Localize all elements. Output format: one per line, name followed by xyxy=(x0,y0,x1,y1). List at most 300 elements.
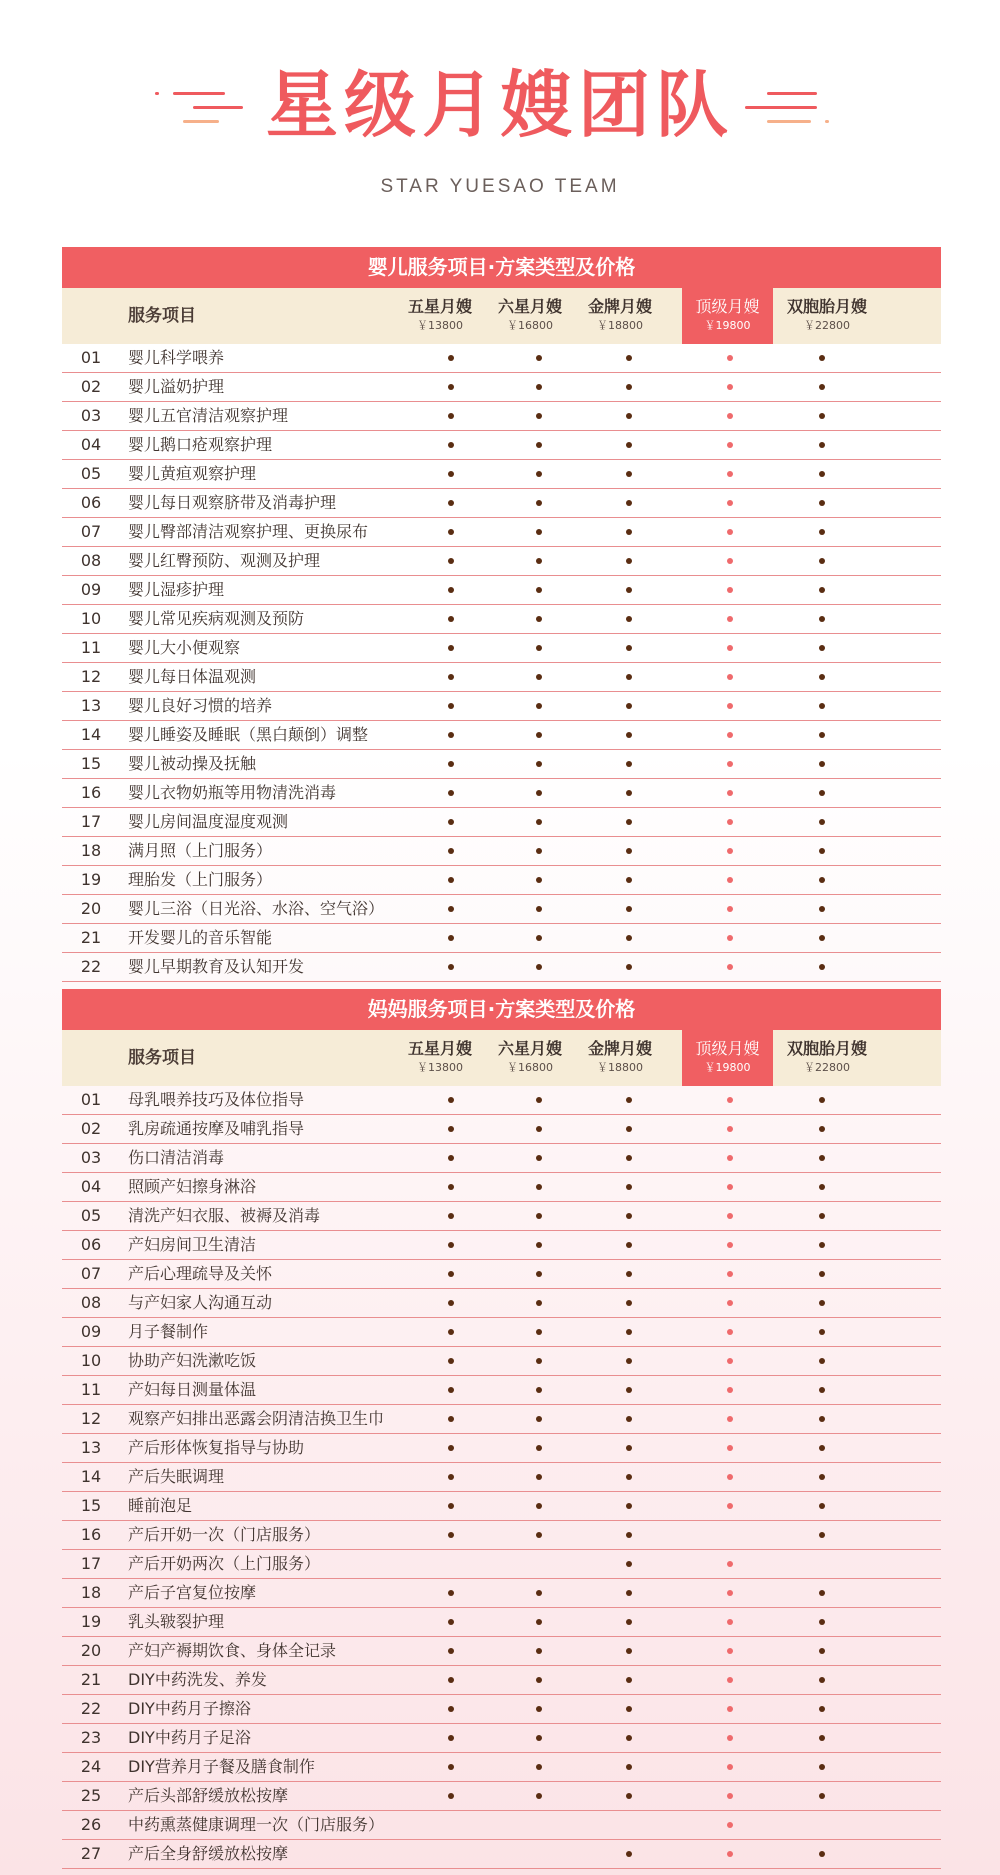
included-dot xyxy=(448,587,454,593)
included-dot xyxy=(448,1387,454,1393)
service-label: 照顾产妇擦身淋浴 xyxy=(128,1177,257,1196)
included-dot xyxy=(626,1851,632,1857)
included-dot xyxy=(448,1126,454,1132)
included-dot xyxy=(727,1358,733,1364)
included-dot xyxy=(727,1416,733,1422)
included-dot xyxy=(727,1793,733,1799)
service-label: 睡前泡足 xyxy=(128,1496,193,1515)
plan-price: ￥22800 xyxy=(804,1061,850,1074)
included-dot xyxy=(727,906,733,912)
included-dot xyxy=(536,1677,542,1683)
included-dot xyxy=(727,1590,733,1596)
included-dot xyxy=(819,616,825,622)
included-dot xyxy=(536,1184,542,1190)
row-number: 13 xyxy=(80,1438,102,1457)
baby-services-table xyxy=(62,247,941,982)
table-row xyxy=(62,576,941,605)
included-dot xyxy=(727,1764,733,1770)
included-dot xyxy=(626,703,632,709)
included-dot xyxy=(536,529,542,535)
included-dot xyxy=(819,1706,825,1712)
service-label: 婴儿睡姿及睡眠（黑白颠倒）调整 xyxy=(128,725,369,744)
included-dot xyxy=(727,1474,733,1480)
included-dot xyxy=(448,413,454,419)
included-dot xyxy=(727,529,733,535)
plan-name: 六星月嫂 xyxy=(497,1039,562,1058)
included-dot xyxy=(727,790,733,796)
included-dot xyxy=(626,384,632,390)
included-dot xyxy=(819,790,825,796)
included-dot xyxy=(536,500,542,506)
row-number: 04 xyxy=(80,1177,102,1196)
row-number: 23 xyxy=(80,1728,102,1747)
included-dot xyxy=(536,761,542,767)
service-label: 产后开奶一次（门店服务） xyxy=(128,1525,321,1544)
row-number: 08 xyxy=(80,1293,102,1312)
included-dot xyxy=(536,1532,542,1538)
included-dot xyxy=(819,819,825,825)
included-dot xyxy=(448,964,454,970)
included-dot xyxy=(819,1764,825,1770)
table-row xyxy=(62,1840,941,1869)
included-dot xyxy=(536,674,542,680)
included-dot xyxy=(819,877,825,883)
service-label: 婴儿常见疾病观测及预防 xyxy=(128,609,305,628)
service-label: 与产妇家人沟通互动 xyxy=(128,1293,273,1312)
included-dot xyxy=(727,1561,733,1567)
service-label: 伤口清洁消毒 xyxy=(128,1148,225,1167)
included-dot xyxy=(448,1706,454,1712)
plan-price: ￥18800 xyxy=(597,319,643,332)
row-number: 26 xyxy=(80,1815,102,1834)
included-dot xyxy=(727,384,733,390)
included-dot xyxy=(626,1329,632,1335)
included-dot xyxy=(727,442,733,448)
included-dot xyxy=(536,616,542,622)
included-dot xyxy=(727,1677,733,1683)
included-dot xyxy=(727,1271,733,1277)
service-label: 婴儿每日体温观测 xyxy=(128,667,257,686)
included-dot xyxy=(448,1329,454,1335)
included-dot xyxy=(536,442,542,448)
included-dot xyxy=(536,645,542,651)
included-dot xyxy=(727,703,733,709)
included-dot xyxy=(448,1242,454,1248)
included-dot xyxy=(536,819,542,825)
table-row xyxy=(62,1115,941,1144)
table-row xyxy=(62,1144,941,1173)
service-label: DIY中药月子擦浴 xyxy=(128,1699,251,1718)
included-dot xyxy=(626,1445,632,1451)
included-dot xyxy=(727,877,733,883)
service-label: 母乳喂养技巧及体位指导 xyxy=(128,1090,305,1109)
included-dot xyxy=(727,645,733,651)
included-dot xyxy=(536,1474,542,1480)
table-row xyxy=(62,431,941,460)
row-number: 11 xyxy=(80,638,102,657)
included-dot xyxy=(819,761,825,767)
included-dot xyxy=(819,964,825,970)
included-dot xyxy=(448,1619,454,1625)
included-dot xyxy=(626,674,632,680)
included-dot xyxy=(626,442,632,448)
service-label: 产后子宫复位按摩 xyxy=(128,1583,257,1602)
included-dot xyxy=(448,616,454,622)
row-number: 21 xyxy=(80,1670,102,1689)
service-label: 婴儿房间温度湿度观测 xyxy=(128,812,289,831)
included-dot xyxy=(819,1416,825,1422)
service-label: 婴儿科学喂养 xyxy=(128,348,225,367)
plan-name: 五星月嫂 xyxy=(407,1039,472,1058)
included-dot xyxy=(536,1503,542,1509)
included-dot xyxy=(727,616,733,622)
included-dot xyxy=(448,761,454,767)
included-dot xyxy=(448,674,454,680)
included-dot xyxy=(819,558,825,564)
service-label: 产妇产褥期饮食、身体全记录 xyxy=(128,1641,337,1660)
page-header xyxy=(0,0,1000,245)
plan-name: 金牌月嫂 xyxy=(587,297,652,316)
table-row xyxy=(62,895,941,924)
included-dot xyxy=(626,935,632,941)
service-label: 产妇每日测量体温 xyxy=(128,1380,257,1399)
table-row xyxy=(62,866,941,895)
row-number: 13 xyxy=(80,696,102,715)
included-dot xyxy=(626,413,632,419)
row-number: 09 xyxy=(80,1322,102,1341)
included-dot xyxy=(819,1793,825,1799)
service-label: DIY营养月子餐及膳食制作 xyxy=(128,1757,315,1776)
included-dot xyxy=(626,645,632,651)
included-dot xyxy=(448,1358,454,1364)
table-row xyxy=(62,779,941,808)
included-dot xyxy=(727,1735,733,1741)
included-dot xyxy=(448,500,454,506)
plan-name: 五星月嫂 xyxy=(407,297,472,316)
included-dot xyxy=(819,1329,825,1335)
included-dot xyxy=(448,355,454,361)
included-dot xyxy=(727,732,733,738)
table-row xyxy=(62,692,941,721)
included-dot xyxy=(536,1387,542,1393)
row-number: 09 xyxy=(80,580,102,599)
included-dot xyxy=(536,1126,542,1132)
table-row xyxy=(62,1347,941,1376)
service-column-header: 服务项目 xyxy=(128,306,196,326)
included-dot xyxy=(819,1213,825,1219)
table-row xyxy=(62,721,941,750)
service-label: 婴儿溢奶护理 xyxy=(128,377,225,396)
plan-price: ￥19800 xyxy=(704,1061,751,1074)
included-dot xyxy=(626,529,632,535)
included-dot xyxy=(536,587,542,593)
row-number: 06 xyxy=(80,1235,102,1254)
included-dot xyxy=(536,413,542,419)
included-dot xyxy=(727,1242,733,1248)
included-dot xyxy=(819,906,825,912)
included-dot xyxy=(448,529,454,535)
plan-price: ￥16800 xyxy=(507,319,553,332)
plan-name: 顶级月嫂 xyxy=(695,1039,760,1058)
included-dot xyxy=(727,848,733,854)
row-number: 01 xyxy=(80,1090,102,1109)
included-dot xyxy=(448,1271,454,1277)
table-row xyxy=(62,1376,941,1405)
plan-price: ￥22800 xyxy=(804,319,850,332)
table-row xyxy=(62,1666,941,1695)
row-number: 14 xyxy=(80,725,102,744)
included-dot xyxy=(536,1648,542,1654)
table-row xyxy=(62,953,941,982)
included-dot xyxy=(727,1706,733,1712)
included-dot xyxy=(536,703,542,709)
row-number: 20 xyxy=(80,1641,102,1660)
included-dot xyxy=(536,1300,542,1306)
table-row xyxy=(62,605,941,634)
included-dot xyxy=(626,558,632,564)
table-row xyxy=(62,1782,941,1811)
included-dot xyxy=(819,1445,825,1451)
included-dot xyxy=(727,819,733,825)
table-row xyxy=(62,924,941,953)
service-label: 婴儿被动操及抚触 xyxy=(128,754,257,773)
row-number: 01 xyxy=(80,348,102,367)
included-dot xyxy=(536,1445,542,1451)
included-dot xyxy=(536,1097,542,1103)
plan-name: 顶级月嫂 xyxy=(695,297,760,316)
service-label: 婴儿衣物奶瓶等用物清洗消毒 xyxy=(128,783,337,802)
included-dot xyxy=(727,1329,733,1335)
service-label: DIY中药月子足浴 xyxy=(128,1728,251,1747)
included-dot xyxy=(727,587,733,593)
page-title: 星级月嫂团队 xyxy=(265,62,734,147)
row-number: 11 xyxy=(80,1380,102,1399)
included-dot xyxy=(536,1706,542,1712)
service-label: 婴儿黄疸观察护理 xyxy=(128,464,257,483)
row-number: 07 xyxy=(80,1264,102,1283)
plan-price: ￥19800 xyxy=(704,319,751,332)
service-label: 开发婴儿的音乐智能 xyxy=(128,928,273,947)
service-label: DIY中药洗发、养发 xyxy=(128,1670,267,1689)
included-dot xyxy=(819,674,825,680)
included-dot xyxy=(448,1735,454,1741)
included-dot xyxy=(727,1445,733,1451)
included-dot xyxy=(626,1735,632,1741)
table-row xyxy=(62,1521,941,1550)
table-row xyxy=(62,1463,941,1492)
included-dot xyxy=(626,819,632,825)
table-row xyxy=(62,1695,941,1724)
included-dot xyxy=(626,1561,632,1567)
row-number: 04 xyxy=(80,435,102,454)
included-dot xyxy=(536,732,542,738)
service-label: 理胎发（上门服务） xyxy=(128,870,273,889)
row-number: 14 xyxy=(80,1467,102,1486)
included-dot xyxy=(626,355,632,361)
included-dot xyxy=(819,645,825,651)
row-number: 03 xyxy=(80,1148,102,1167)
service-label: 月子餐制作 xyxy=(128,1322,209,1341)
included-dot xyxy=(626,1271,632,1277)
table-row xyxy=(62,1289,941,1318)
included-dot xyxy=(727,1822,733,1828)
row-number: 25 xyxy=(80,1786,102,1805)
included-dot xyxy=(626,1300,632,1306)
included-dot xyxy=(448,1213,454,1219)
row-number: 16 xyxy=(80,783,102,802)
included-dot xyxy=(536,355,542,361)
included-dot xyxy=(626,1184,632,1190)
row-number: 15 xyxy=(80,1496,102,1515)
included-dot xyxy=(536,471,542,477)
row-number: 22 xyxy=(80,957,102,976)
service-label: 产后开奶两次（上门服务） xyxy=(128,1554,321,1573)
included-dot xyxy=(448,1416,454,1422)
included-dot xyxy=(819,1155,825,1161)
table-row xyxy=(62,344,941,373)
included-dot xyxy=(626,587,632,593)
row-number: 02 xyxy=(80,377,102,396)
included-dot xyxy=(448,384,454,390)
included-dot xyxy=(819,384,825,390)
table-row xyxy=(62,1434,941,1463)
service-label: 婴儿湿疹护理 xyxy=(128,580,225,599)
column-header xyxy=(62,288,941,344)
table-row xyxy=(62,1492,941,1521)
included-dot xyxy=(819,442,825,448)
table-row xyxy=(62,489,941,518)
included-dot xyxy=(448,1503,454,1509)
included-dot xyxy=(727,1387,733,1393)
included-dot xyxy=(536,1155,542,1161)
included-dot xyxy=(448,645,454,651)
included-dot xyxy=(626,1793,632,1799)
included-dot xyxy=(536,790,542,796)
row-number: 18 xyxy=(80,1583,102,1602)
included-dot xyxy=(626,1677,632,1683)
included-dot xyxy=(819,1503,825,1509)
included-dot xyxy=(448,1097,454,1103)
row-number: 02 xyxy=(80,1119,102,1138)
included-dot xyxy=(626,1503,632,1509)
included-dot xyxy=(819,1532,825,1538)
row-number: 08 xyxy=(80,551,102,570)
plan-price: ￥13800 xyxy=(417,1061,463,1074)
included-dot xyxy=(819,1648,825,1654)
row-number: 03 xyxy=(80,406,102,425)
included-dot xyxy=(819,1242,825,1248)
included-dot xyxy=(727,964,733,970)
included-dot xyxy=(819,1619,825,1625)
included-dot xyxy=(448,877,454,883)
included-dot xyxy=(727,413,733,419)
row-number: 05 xyxy=(80,1206,102,1225)
included-dot xyxy=(536,1793,542,1799)
included-dot xyxy=(626,964,632,970)
row-number: 24 xyxy=(80,1757,102,1776)
included-dot xyxy=(819,1851,825,1857)
included-dot xyxy=(448,1793,454,1799)
plan-name: 六星月嫂 xyxy=(497,297,562,316)
included-dot xyxy=(448,1590,454,1596)
included-dot xyxy=(819,1358,825,1364)
table-row xyxy=(62,1086,941,1115)
row-number: 10 xyxy=(80,609,102,628)
table-row xyxy=(62,1811,941,1840)
included-dot xyxy=(536,1358,542,1364)
table-row xyxy=(62,1608,941,1637)
included-dot xyxy=(819,1590,825,1596)
included-dot xyxy=(448,1155,454,1161)
included-dot xyxy=(448,935,454,941)
row-number: 27 xyxy=(80,1844,102,1863)
included-dot xyxy=(626,1416,632,1422)
service-label: 产后形体恢复指导与协助 xyxy=(128,1438,305,1457)
included-dot xyxy=(536,1590,542,1596)
service-label: 婴儿五官清洁观察护理 xyxy=(128,406,289,425)
included-dot xyxy=(448,848,454,854)
included-dot xyxy=(448,1764,454,1770)
plan-column-2 xyxy=(485,1030,575,1086)
plan-column-1 xyxy=(395,1030,485,1086)
table-row xyxy=(62,1405,941,1434)
included-dot xyxy=(727,471,733,477)
included-dot xyxy=(448,790,454,796)
table-row xyxy=(62,1173,941,1202)
included-dot xyxy=(727,1851,733,1857)
included-dot xyxy=(448,732,454,738)
included-dot xyxy=(626,471,632,477)
included-dot xyxy=(536,384,542,390)
included-dot xyxy=(819,1677,825,1683)
included-dot xyxy=(448,442,454,448)
service-label: 产后失眠调理 xyxy=(128,1467,225,1486)
plan-price: ￥13800 xyxy=(417,319,463,332)
included-dot xyxy=(536,877,542,883)
included-dot xyxy=(727,761,733,767)
included-dot xyxy=(727,1184,733,1190)
table-row xyxy=(62,750,941,779)
table-row xyxy=(62,1260,941,1289)
table-row xyxy=(62,1579,941,1608)
included-dot xyxy=(626,848,632,854)
section-title: 婴儿服务项目·方案类型及价格 xyxy=(62,247,941,288)
table-row xyxy=(62,663,941,692)
plan-price: ￥18800 xyxy=(597,1061,643,1074)
service-label: 婴儿每日观察脐带及消毒护理 xyxy=(128,493,337,512)
included-dot xyxy=(819,500,825,506)
plan-column-4 xyxy=(682,288,773,344)
included-dot xyxy=(819,1735,825,1741)
service-column-header: 服务项目 xyxy=(128,1048,196,1068)
row-number: 12 xyxy=(80,1409,102,1428)
included-dot xyxy=(819,1387,825,1393)
included-dot xyxy=(626,732,632,738)
included-dot xyxy=(626,1242,632,1248)
row-number: 05 xyxy=(80,464,102,483)
included-dot xyxy=(536,1416,542,1422)
service-label: 婴儿红臀预防、观测及护理 xyxy=(128,551,321,570)
table-row xyxy=(62,547,941,576)
included-dot xyxy=(626,1097,632,1103)
plan-column-3 xyxy=(575,1030,665,1086)
table-row xyxy=(62,460,941,489)
service-label: 清洗产妇衣服、被褥及消毒 xyxy=(128,1206,321,1225)
row-number: 15 xyxy=(80,754,102,773)
table-body xyxy=(62,1086,941,1869)
table-row xyxy=(62,1231,941,1260)
table-row xyxy=(62,1753,941,1782)
